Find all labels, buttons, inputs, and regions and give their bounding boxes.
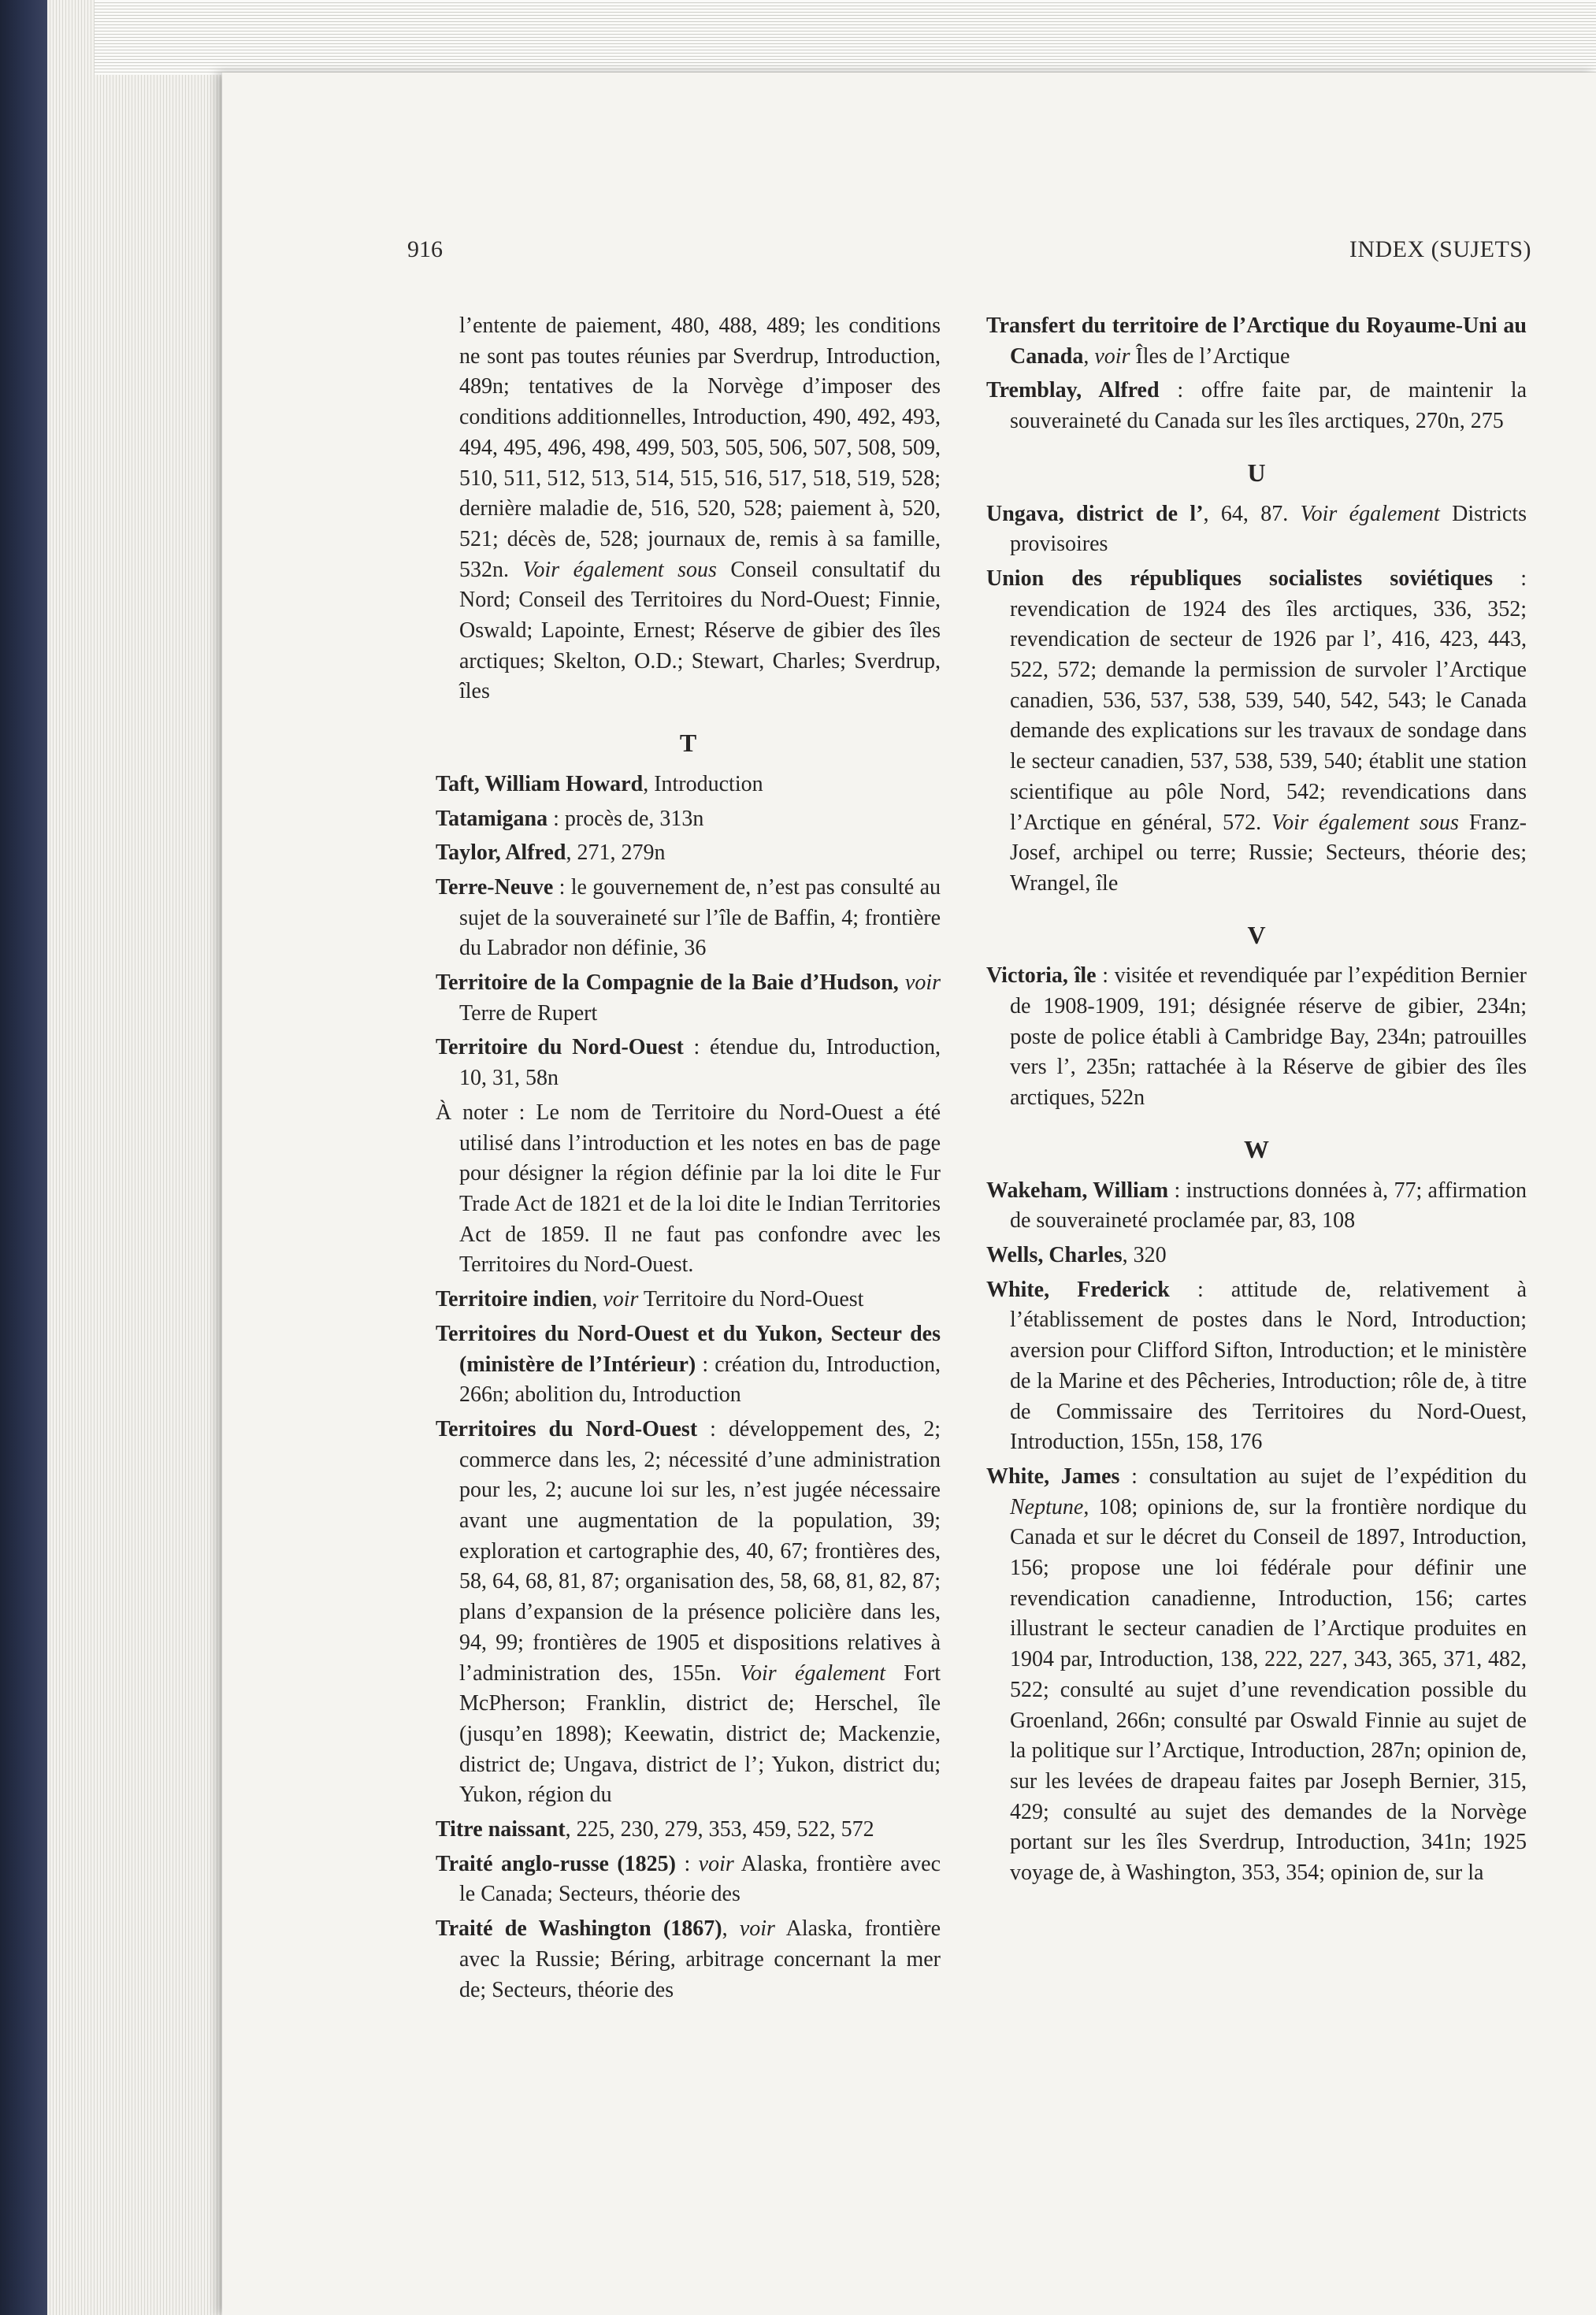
entry-text: Îles de l’Arctique — [1130, 343, 1290, 369]
entry-headword: Titre naissant — [436, 1817, 566, 1842]
section-letter: W — [1244, 1134, 1269, 1163]
entry-italic: voir — [739, 1916, 775, 1942]
entry-headword: Taylor, Alfred — [436, 840, 566, 866]
book-spine — [0, 0, 47, 2315]
entry-headword: Territoire indien — [436, 1287, 592, 1312]
entry-italic: Voir également sous — [1271, 810, 1459, 835]
entry-text: , Introduction — [643, 771, 763, 796]
entry-headword: Traité de Washington (1867) — [436, 1916, 722, 1942]
entry-italic: Voir également sous — [522, 557, 717, 582]
entry-text: , 320 — [1122, 1242, 1167, 1267]
index-entry — [436, 1033, 941, 1093]
index-entry — [436, 804, 941, 835]
entry-italic: voir — [698, 1851, 734, 1876]
entry-text: Alaska, frontière avec le Canada; Secteurs, théorie des — [459, 1851, 941, 1907]
entry-text: : étendue du, Introduction, 10, 31, 58n — [459, 1035, 941, 1091]
section-letter: T — [679, 729, 697, 758]
index-entry — [986, 1241, 1527, 1271]
entry-text: , 108; opinions de, sur la frontière nordique du Canada et sur le décret du Conseil de 1897, Introduction, 156; propose une loi fédérale pour définir une revendication canadienne, Introduction, 156; cartes illustrant le secteur canadien de l’Arctique produites en 1904 par, Introduction, 138, 222, 227, 343, 365, 371, 482, 522; consulté au sujet d’une revendication possible du Groenland, 266n; consulté par Oswald Finnie au sujet de la politique sur l’Arctique, Introduction, 287n; opinion de, sur les levées de drapeau faites par Joseph Bernier, 315, 429; consulté au sujet des demandes de la Norvège portant sur les îles Sverdrup, Introduction, 341n; 1925 voyage de, à Washington, 353, 354; opinion de, sur la — [1010, 1494, 1527, 1886]
index-entry — [436, 1285, 941, 1315]
index-entry — [436, 1319, 941, 1411]
page-number: 916 — [407, 236, 443, 262]
page-edges-top — [95, 0, 1596, 75]
entry-text: Conseil consultatif du Nord; Conseil des Territoires du Nord-Ouest; Finnie, Oswald; Lapointe, Ernest; Réserve de gibier des îles arctiques; Skelton, O.D.; Stewart, Charles; Sverdrup, îles — [459, 557, 941, 704]
entry-italic: voir — [603, 1287, 639, 1312]
page-edges-left — [47, 0, 228, 2315]
entry-text: , 64, 87. — [1203, 501, 1301, 526]
index-entry — [436, 968, 941, 1029]
entry-text: , — [722, 1916, 740, 1942]
entry-text: Terre de Rupert — [459, 1000, 598, 1026]
entry-italic: Voir également — [1300, 501, 1440, 526]
index-entry — [436, 311, 941, 707]
entry-headword: Transfert du territoire de l’Arctique du Royaume-Uni au Canada — [986, 313, 1527, 369]
entry-text: , — [1083, 343, 1095, 369]
entry-text: : consultation au sujet de l’expédition du — [1119, 1464, 1527, 1489]
entry-headword: Wakeham, William — [986, 1178, 1169, 1203]
entry-text: : revendication de 1924 des îles arctiques, 336, 352; revendication de secteur de 1926 par l’, 416, 423, 443, 522, 572; demande la permission de survoler l’Arctique canadien, 536, 537, 538, 539, 540, 542, 543; le Canada demande des explications sur les travaux de sondage dans le secteur canadien, 537, 538, 539, 540; établit une station scientifique au pôle Nord, 542; revendications dans l’Arctique en général, 572. — [1010, 566, 1527, 835]
entry-text: : offre faite par, de maintenir la souveraineté du Canada sur les îles arctiques, 270n, 275 — [1010, 378, 1527, 434]
entry-headword: Territoire du Nord-Ouest — [436, 1035, 684, 1060]
index-entry — [986, 1462, 1527, 1889]
index-column-left — [436, 311, 941, 2005]
entry-text: : développement des, 2; commerce dans les, 2; nécessité d’une administration pour les, 2; aucune loi sur les, n’est jugée nécessaire avant une augmentation de la population, 39; exploration et cartographie des, 40, 67; frontières des, 58, 64, 68, 81, 87; organisation des, 58, 68, 81, 82, 87; plans d’expansion de la présence policière dans les, 94, 99; frontières de 1905 et dispositions relatives à l’administration des, 155n. — [459, 1416, 941, 1686]
entry-text: , 271, 279n — [566, 840, 666, 866]
entry-text: À noter : Le nom de Territoire du Nord-Ouest a été utilisé dans l’introduction et les notes en bas de page pour désigner la région définie par la loi dite le Fur Trade Act de 1821 et de la loi dite le Indian Territories Act de 1859. Il ne faut pas confondre avec les Territoires du Nord-Ouest. — [436, 1100, 941, 1278]
entry-headword: Union des républiques socialistes soviétiques — [986, 566, 1494, 591]
index-entry — [986, 1275, 1527, 1458]
section-letter: U — [1247, 458, 1266, 487]
entry-italic: Voir également — [740, 1660, 886, 1686]
entry-text: Fort McPherson; Franklin, district de; Herschel, île (jusqu’en 1898); Keewatin, district de; Mackenzie, district de; Ungava, district de l’; Yukon, district du; Yukon, région du — [459, 1660, 941, 1808]
entry-headword: Terre-Neuve — [436, 874, 554, 900]
entry-text: : création du, Introduction, 266n; abolition du, Introduction — [459, 1352, 941, 1408]
index-note — [436, 1098, 941, 1281]
entry-headword: White, James — [986, 1464, 1120, 1489]
entry-text: Districts provisoires — [1010, 501, 1527, 557]
index-entry — [986, 564, 1527, 900]
entry-headword: Tremblay, Alfred — [986, 378, 1160, 403]
index-entry — [436, 873, 941, 964]
section-letter: V — [1247, 920, 1266, 949]
index-column-right — [986, 311, 1527, 1889]
entry-text — [899, 970, 905, 995]
entry-text: Franz-Josef, archipel ou terre; Russie; Secteurs, théorie des; Wrangel, île — [1010, 810, 1527, 896]
entry-headword: Traité anglo-russe (1825) — [436, 1851, 676, 1876]
index-entry — [986, 376, 1527, 436]
entry-text: , 225, 230, 279, 353, 459, 522, 572 — [565, 1817, 874, 1842]
index-entry — [436, 770, 941, 800]
index-entry — [436, 1815, 941, 1846]
entry-headword: Territoire de la Compagnie de la Baie d’Hudson, — [436, 970, 899, 996]
entry-headword: Territoires du Nord-Ouest — [436, 1416, 698, 1441]
index-entry — [436, 1415, 941, 1811]
entry-headword: Wells, Charles — [986, 1242, 1123, 1267]
entry-headword: Tatamigana — [436, 806, 548, 831]
running-title: INDEX (SUJETS) — [1349, 236, 1531, 262]
entry-text: : — [676, 1851, 699, 1876]
index-entry — [986, 311, 1527, 372]
entry-text: : procès de, 313n — [547, 806, 704, 831]
entry-italic: voir — [904, 970, 941, 996]
entry-text: : le gouvernement de, n’est pas consulté au sujet de la souveraineté sur l’île de Baffin, 4; frontière du Labrador non définie, 36 — [459, 874, 941, 961]
entry-text: : instructions données à, 77; affirmation de souveraineté proclamée par, 83, 108 — [1010, 1178, 1527, 1234]
entry-headword: Territoires du Nord-Ouest et du Yukon, Secteur des (ministère de l’Intérieur) — [436, 1321, 941, 1377]
index-entry — [986, 499, 1527, 560]
entry-italic: Neptune — [1010, 1494, 1084, 1519]
entry-text: Territoire du Nord-Ouest — [638, 1287, 864, 1312]
entry-headword: White, Frederick — [986, 1277, 1170, 1302]
entry-headword: Victoria, île — [986, 963, 1097, 989]
index-entry — [436, 1914, 941, 2005]
entry-text: Alaska, frontière avec la Russie; Béring, arbitrage concernant la mer de; Secteurs, théorie des — [459, 1916, 941, 2002]
index-entry — [436, 1849, 941, 1910]
entry-headword: Taft, William Howard — [436, 771, 644, 796]
entry-text: , — [592, 1287, 603, 1312]
index-entry — [436, 838, 941, 869]
index-entry — [986, 1176, 1527, 1237]
entry-text: : attitude de, relativement à l’établissement de postes dans le Nord, Introduction; aversion pour Clifford Sifton, Introduction; et le ministère de la Marine et des Pêcheries, Introduction; rôle de, à titre de Commissaire des Territoires du Nord-Ouest, Introduction, 155n, 158, 176 — [1010, 1277, 1527, 1455]
entry-text: l’entente de paiement, 480, 488, 489; les conditions ne sont pas toutes réunies par Sverdrup, Introduction, 489n; tentatives de la Norvège d’imposer des conditions additionnelles, Introduction, 490, 492, 493, 494, 495, 496, 498, 499, 503, 505, 506, 507, 508, 509, 510, 511, 512, 513, 514, 515, 516, 517, 518, 519, 528; dernière maladie de, 516, 520, 528; paiement à, 520, 521; décès de, 528; journaux de, remis à sa famille, 532n. — [459, 313, 941, 582]
entry-italic: voir — [1094, 343, 1130, 369]
entry-headword: Ungava, district de l’ — [986, 501, 1204, 526]
index-entry — [986, 961, 1527, 1114]
entry-text: : visitée et revendiquée par l’expédition Bernier de 1908-1909, 191; désignée réserve de gibier, 234n; poste de police établi à Cambridge Bay, 234n; patrouilles vers l’, 235n; rattachée à la Réserve de gibier des îles arctiques, 522n — [1010, 963, 1527, 1111]
